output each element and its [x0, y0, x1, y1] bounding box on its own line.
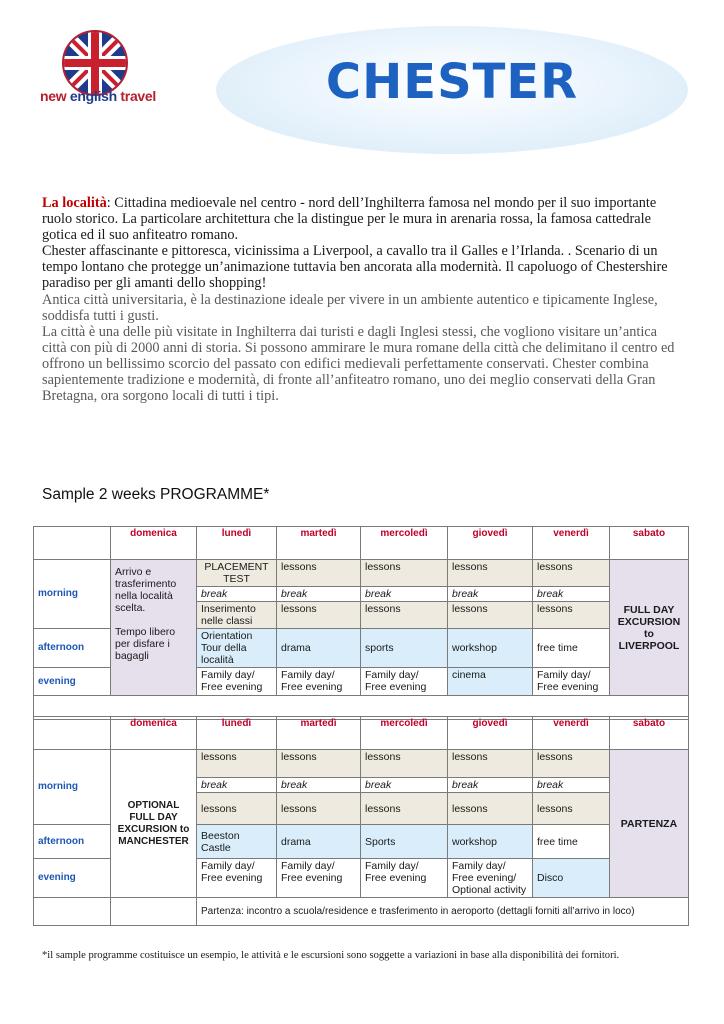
table-cell: lessons — [448, 793, 533, 825]
day-header: domenica — [111, 717, 197, 750]
table-header-row — [34, 527, 689, 560]
table-cell: lessons — [361, 560, 448, 587]
header-empty — [34, 527, 111, 560]
table-cell: break — [448, 587, 533, 602]
table-cell: PLACEMENT TEST — [197, 560, 277, 587]
programme-title: Sample 2 weeks PROGRAMME* — [42, 486, 270, 503]
departure-note: Partenza: incontro a scuola/residence e trasferimento in aeroporto (dettagli forniti all’arrivo in loco) — [197, 898, 689, 926]
day-header: martedì — [277, 527, 361, 560]
table-cell: break — [533, 587, 610, 602]
day-header: domenica — [111, 527, 197, 560]
programme-table-week-2 — [33, 716, 689, 926]
day-header: venerdì — [533, 717, 610, 750]
footnote: *il sample programme costituisce un esempio, le attività e le escursioni sono soggette a variazioni in base alla disponibilità dei fornitori. — [42, 950, 620, 961]
union-jack-icon — [62, 30, 128, 96]
table-cell: lessons — [448, 750, 533, 778]
table-cell: lessons — [533, 560, 610, 587]
table-cell: workshop — [448, 629, 533, 668]
day-header: martedì — [277, 717, 361, 750]
table-cell: Family day/ Free evening — [197, 859, 277, 898]
table-cell: Beeston Castle — [197, 825, 277, 859]
table-cell: Orientation Tour della località — [197, 629, 277, 668]
table-cell: free time — [533, 825, 610, 859]
table-cell: break — [448, 778, 533, 793]
programme-table-week-1 — [33, 526, 689, 720]
table-cell: break — [197, 778, 277, 793]
sunday-cell: OPTIONAL FULL DAY EXCURSION to MANCHESTER — [111, 750, 197, 898]
day-header: mercoledì — [361, 717, 448, 750]
table-cell: break — [533, 778, 610, 793]
table-cell: break — [277, 778, 361, 793]
day-header: giovedì — [448, 717, 533, 750]
day-header: mercoledì — [361, 527, 448, 560]
slot-morning: morning — [34, 750, 111, 825]
saturday-cell: PARTENZA — [610, 750, 689, 898]
intro-paragraph-1: La località: Cittadina medioevale nel centro - nord dell’Inghilterra famosa nel mondo per il suo importante ruolo storico. La particolare architettura che la distingue per le mura in arenaria rossa, la famosa cattedrale gotica ed il suo anfiteatro romano. — [42, 195, 657, 244]
intro-label: La località — [42, 195, 107, 211]
intro-paragraph-3: Antica città universitaria, è la destinazione ideale per vivere in un ambiente autentico e tipicamente Inglese, soddisfa tutti i gusti. — [42, 291, 658, 324]
day-header: lunedì — [197, 527, 277, 560]
page-title: CHESTER — [325, 54, 579, 110]
table-cell: lessons — [533, 750, 610, 778]
day-header: venerdì — [533, 527, 610, 560]
table-cell: Family day/ Free evening — [197, 668, 277, 696]
table-cell: sports — [361, 629, 448, 668]
table-cell: lessons — [277, 560, 361, 587]
table-cell: lessons — [277, 793, 361, 825]
table-cell: Sports — [361, 825, 448, 859]
table-cell: Disco — [533, 859, 610, 898]
header-empty — [34, 717, 111, 750]
table-cell: lessons — [533, 793, 610, 825]
table-cell: lessons — [277, 750, 361, 778]
slot-evening: evening — [34, 668, 111, 696]
table-cell: drama — [277, 629, 361, 668]
table-cell: break — [361, 587, 448, 602]
logo — [36, 30, 166, 116]
day-header: sabato — [610, 527, 689, 560]
table-cell: Family day/ Free evening — [533, 668, 610, 696]
table-row — [34, 560, 689, 587]
table-cell: Inserimento nelle classi — [197, 602, 277, 629]
table-cell: free time — [533, 629, 610, 668]
intro-paragraph-2: Chester affascinante e pittoresca, vicinissima a Liverpool, a cavallo tra il Galles e l’Irlanda. . Scenario di un tempo lontano che protegge un’animazione tuttavia ben ancorata alla modernità. Il capoluogo of Chestershire paradiso per gli amanti dello shopping! — [42, 243, 668, 292]
table-cell: drama — [277, 825, 361, 859]
table-cell: Family day/ Free evening — [361, 859, 448, 898]
slot-morning: morning — [34, 560, 111, 629]
table-cell: lessons — [361, 793, 448, 825]
slot-evening: evening — [34, 859, 111, 898]
table-cell: workshop — [448, 825, 533, 859]
table-cell: lessons — [277, 602, 361, 629]
table-cell — [111, 898, 197, 926]
intro-paragraph-4: La città è una delle più visitate in Inghilterra dai turisti e dagli Inglesi stessi, che vogliono visitare un’antica città con più di 2000 anni di storia. Si possono ammirare le mura romane della città che delimitano il centro ed offrono un bellissimo scorcio del passato con edifici medievali perfettamente conservati. Chester combina sapientemente tradizione e modernità, di fronte all’anfiteatro romano, uno dei meglio conservati della Gran Bretagna, ora sorgono locali di tutti i tipi. — [42, 323, 675, 405]
day-header: lunedì — [197, 717, 277, 750]
sunday-cell: Arrivo e trasferimento nella località scelta. Tempo libero per disfare i bagagli — [111, 560, 197, 696]
table-cell: lessons — [533, 602, 610, 629]
table-cell: Family day/ Free evening/ Optional activity — [448, 859, 533, 898]
slot-afternoon: afternoon — [34, 825, 111, 859]
table-cell: lessons — [361, 602, 448, 629]
table-cell: break — [361, 778, 448, 793]
intro-text — [42, 195, 682, 404]
table-row — [34, 750, 689, 778]
table-cell: break — [197, 587, 277, 602]
logo-wordmark: new english travel — [40, 88, 156, 104]
table-row — [34, 898, 689, 926]
table-cell: lessons — [448, 560, 533, 587]
table-cell: Family day/ Free evening — [361, 668, 448, 696]
table-header-row — [34, 717, 689, 750]
table-cell: lessons — [197, 750, 277, 778]
table-cell: Family day/ Free evening — [277, 668, 361, 696]
day-header: sabato — [610, 717, 689, 750]
table-cell: lessons — [197, 793, 277, 825]
table-cell: break — [277, 587, 361, 602]
table-cell: lessons — [448, 602, 533, 629]
table-cell: cinema — [448, 668, 533, 696]
table-cell: lessons — [361, 750, 448, 778]
table-cell: Family day/ Free evening — [277, 859, 361, 898]
saturday-cell: FULL DAY EXCURSION to LIVERPOOL — [610, 560, 689, 696]
day-header: giovedì — [448, 527, 533, 560]
slot-afternoon: afternoon — [34, 629, 111, 668]
table-cell — [34, 898, 111, 926]
